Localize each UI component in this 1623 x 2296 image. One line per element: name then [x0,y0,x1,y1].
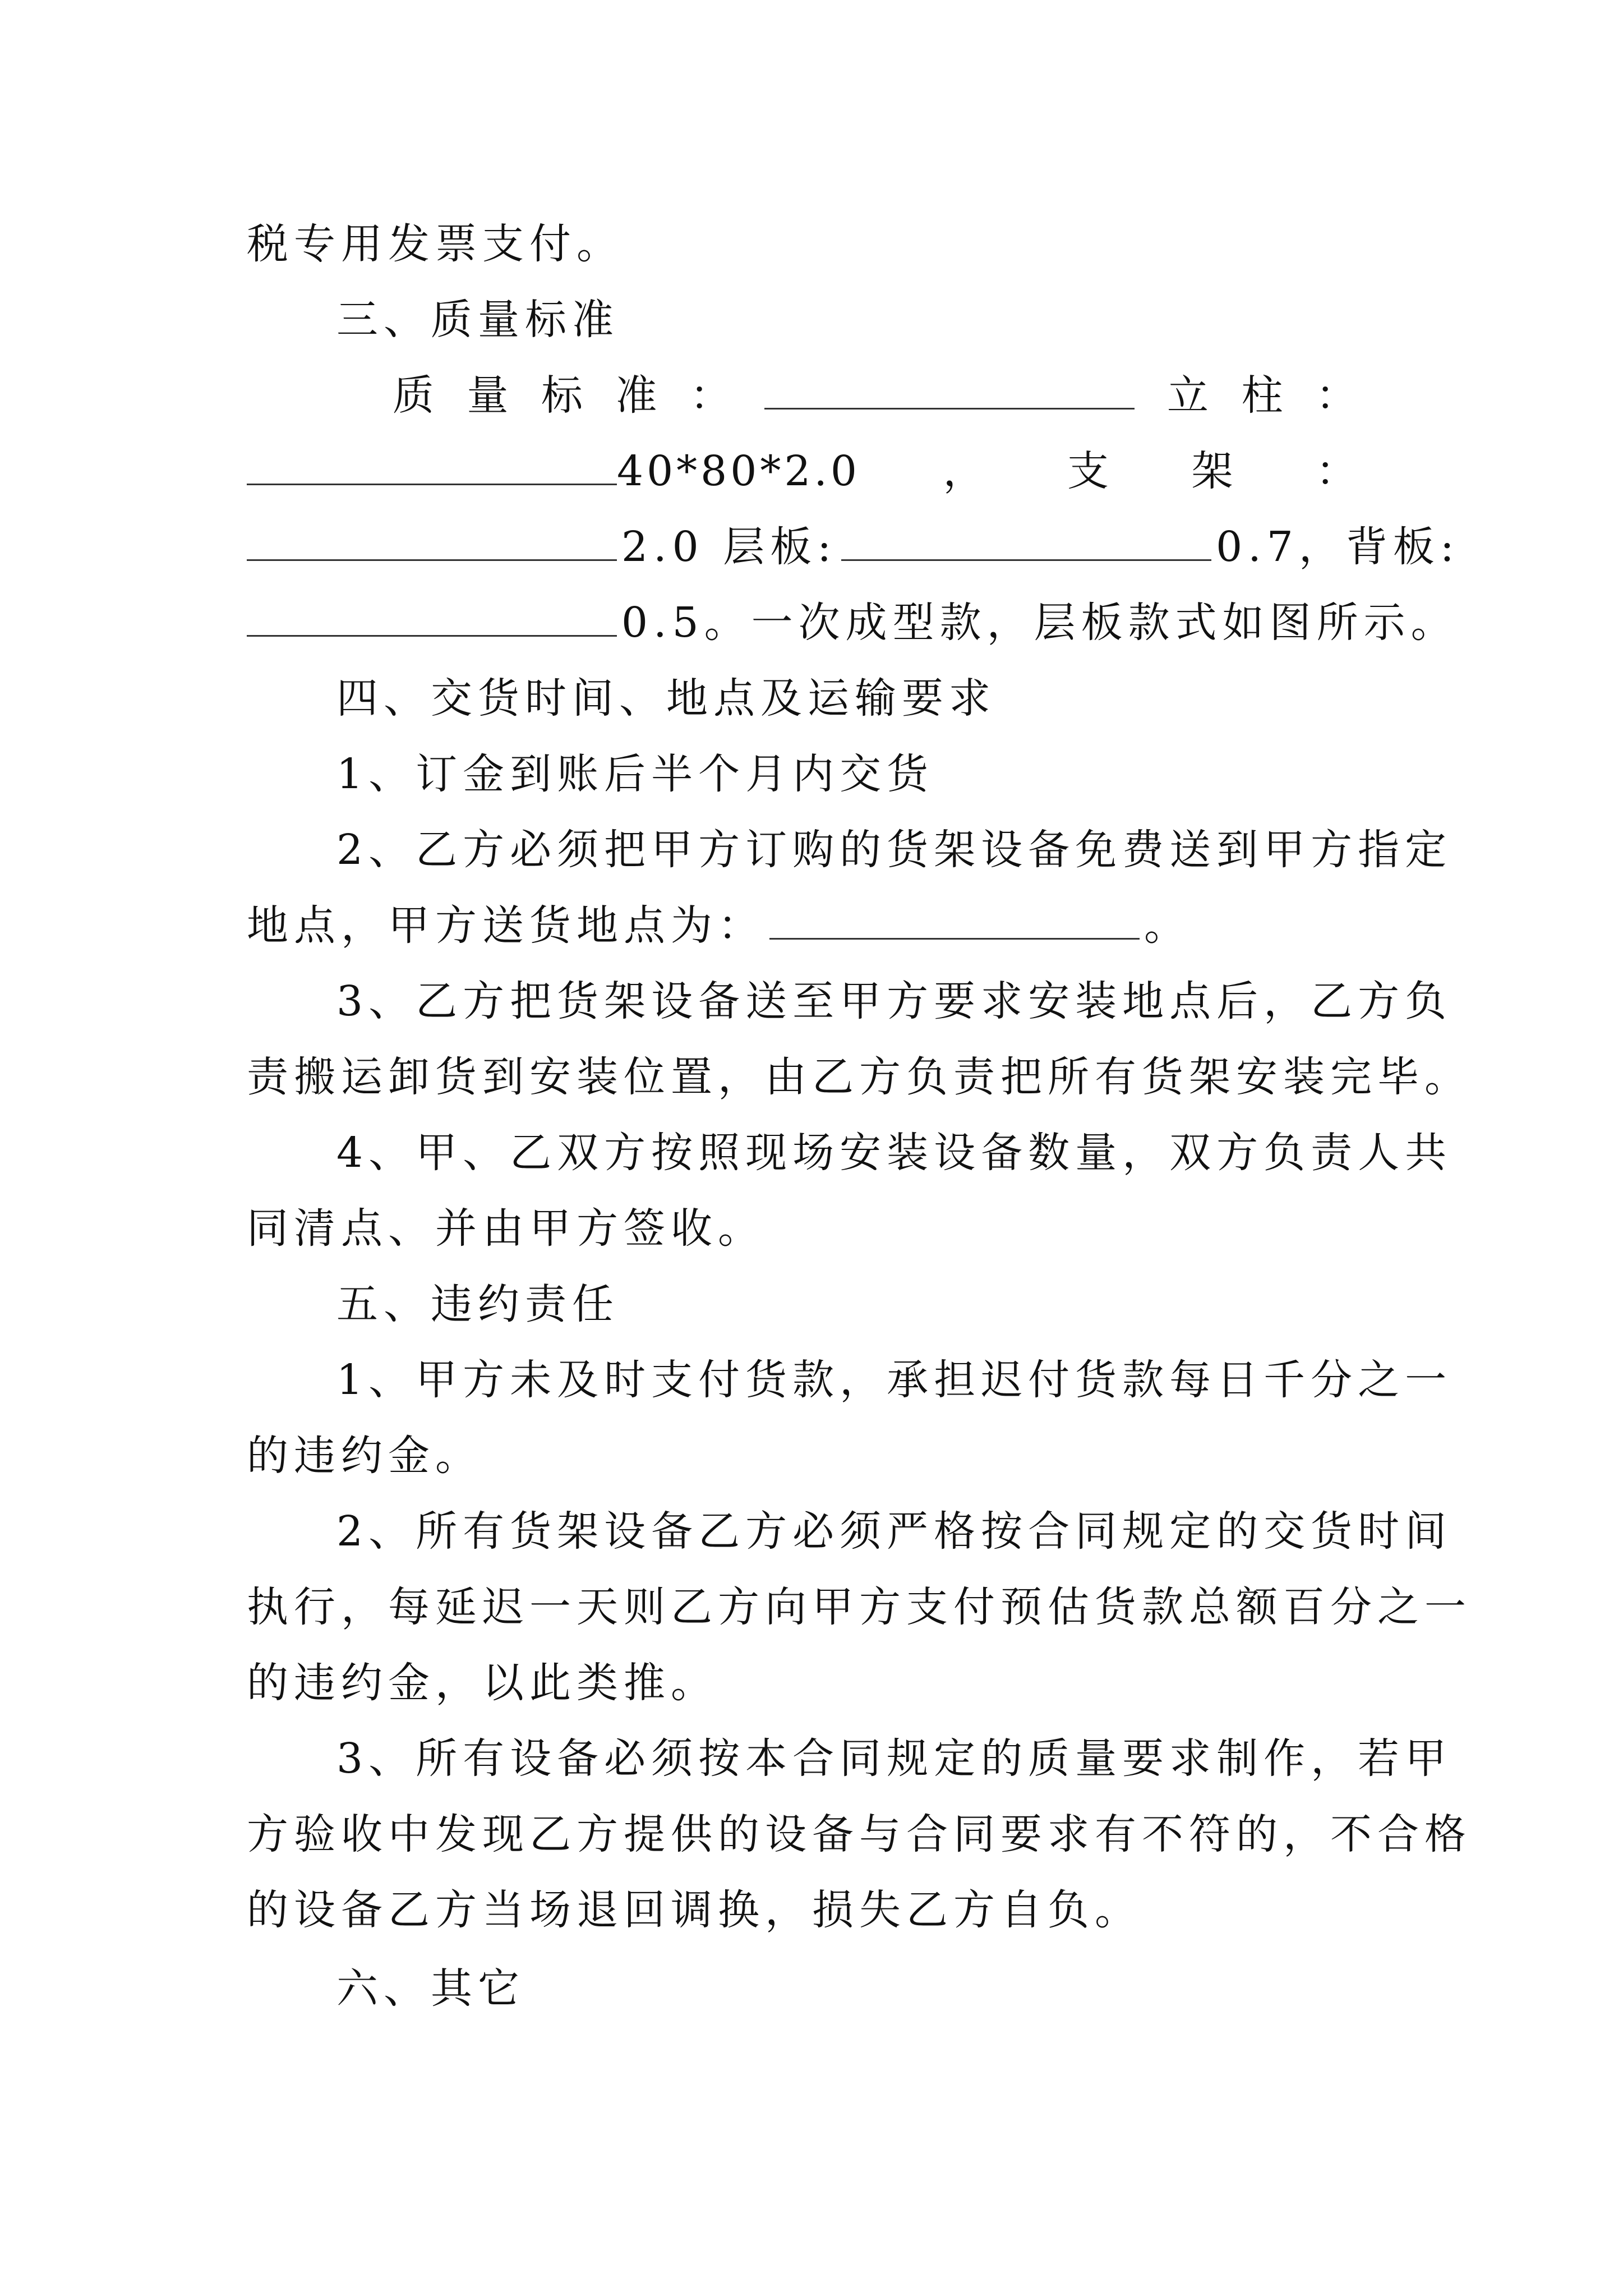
bracket-shelf-value: 2.0 层板: [621,523,837,571]
paragraph-line: 责搬运卸货到安装位置，由乙方负责把所有货架安装完毕。 [247,1053,1472,1101]
delivery-address-label: 地点，甲方送货地点为： [247,901,765,950]
paragraph-line: 3、所有设备必须按本合同规定的质量要求制作，若甲 [336,1734,1453,1783]
quality-label-char: ： [690,371,731,420]
quality-standard-line [393,359,1357,432]
paragraph-line: 3、乙方把货架设备送至甲方要求安装地点后，乙方负 [336,977,1453,1025]
section-heading-liability: 五、违约责任 [336,1280,619,1328]
fill-in-blank [764,369,1135,409]
quality-label-char: 准 [615,371,657,420]
colon: ： [1315,447,1357,495]
paragraph-line: 2、所有货架设备乙方必须严格按合同规定的交货时间 [336,1507,1453,1556]
section-heading-other: 六、其它 [336,1964,525,2013]
fill-in-blank [841,520,1211,561]
paragraph-line: 的违约金。 [247,1432,482,1480]
paragraph-line: 同清点、并由甲方签收。 [247,1204,765,1253]
column-label-char: 柱 [1241,371,1283,420]
column-spec-line [247,435,1357,508]
paragraph-line: 方验收中发现乙方提供的设备与合同要求有不符的，不合格 [247,1810,1472,1858]
paragraph-line: 4、甲、乙双方按照现场安装设备数量，双方负责人共 [336,1129,1453,1177]
column-label-char: 立 [1167,371,1209,420]
backboard-value: 0.5。一次成型款，层板款式如图所示。 [621,599,1458,647]
shelf-spec-line [247,510,1460,583]
paragraph-line: 2、乙方必须把甲方订购的货架设备免费送到甲方指定 [336,826,1453,874]
section-heading-quality: 三、质量标准 [336,296,619,344]
shelf-backboard-value: 0.7，背板: [1216,523,1460,571]
paragraph-line: 的设备乙方当场退回调换，损失乙方自负。 [247,1886,1142,1934]
section-heading-delivery: 四、交货时间、地点及运输要求 [336,674,996,723]
bracket-label-char: 支 [1067,447,1109,495]
delivery-address-line [247,889,1380,962]
paragraph-line: 执行，每延迟一天则乙方向甲方支付预估货款总额百分之一 [247,1583,1472,1631]
column-spec-value: 40*80*2.0 [617,447,861,495]
fill-in-blank [769,899,1140,940]
quality-label-char: 标 [541,371,583,420]
quality-label-char: 质 [393,371,434,420]
backboard-spec-line [247,586,1458,659]
fill-in-blank [247,520,617,561]
quality-label-char: 量 [467,371,509,420]
paragraph-line: 1、订金到账后半个月内交货 [336,750,934,798]
paragraph-line: 1、甲方未及时支付货款，承担迟付货款每日千分之一 [336,1356,1453,1404]
period: 。 [1144,901,1191,950]
fill-in-blank [247,596,617,637]
column-label-char: ： [1316,371,1357,420]
bracket-label-char: 架 [1191,447,1233,495]
fill-in-blank [247,444,617,485]
comma: ， [943,447,985,495]
column-spec-group [247,435,860,508]
paragraph-line: 税专用发票支付。 [247,220,624,268]
paragraph-line: 的违约金，以此类推。 [247,1659,718,1707]
